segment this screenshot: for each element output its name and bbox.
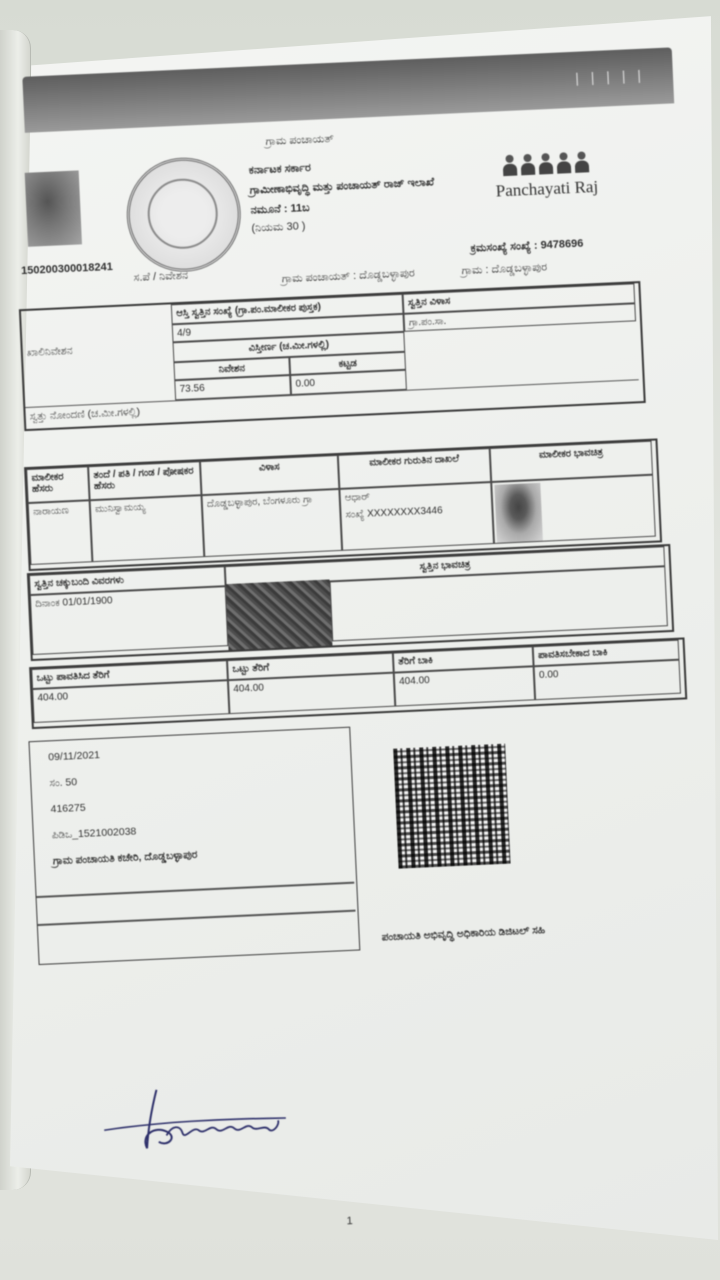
building-area-value: 0.00 [290, 370, 407, 395]
total-tax-value: 404.00 [228, 673, 395, 714]
receipt-number: ಕ್ರಮಸಂಖ್ಯೆ ಸಂಖ್ಯೆ : 9478696 [470, 237, 584, 255]
id-type: ಆಧಾರ್ [344, 491, 371, 504]
issue-office: ಗ್ರಾಮ ಪಂಚಾಯತಿ ಕಚೇರಿ, ದೊಡ್ಡಬಳ್ಳಾಪುರ [52, 848, 198, 868]
owner-photo-cell [491, 475, 656, 544]
registration-label: ಸ್ವತ್ತು ನೋಂದಣಿ (ಚ.ಮೀ.ಗಳಲ್ಲಿ) [29, 405, 141, 423]
balance-value: 0.00 [534, 660, 681, 701]
issue-line-2: ಸಂ. 50 [49, 776, 78, 790]
gram-panchayat-line: ಗ್ರಾಮ ಪಂಚಾಯತ್ : ದೊಡ್ಡಬಳ್ಳಾಪುರ [281, 267, 416, 286]
property-photo [226, 579, 333, 650]
village-line: ಗ್ರಾಮ : ದೊಡ್ಡಬಳ್ಳಾಪುರ [461, 261, 548, 278]
person-icon [574, 151, 589, 174]
property-address-value: ಗ್ರಾ.ಪಂ.ಸಾ. [403, 303, 636, 332]
total-tax-header: ಒಟ್ಟು ತೆರಿಗೆ [227, 653, 394, 681]
owner-name-value: ನಾರಾಯಣ [28, 500, 93, 565]
rule-number: (ನಿಯಮ 30 ) [251, 220, 306, 235]
property-number-header: ಆಸ್ತಿ ಸ್ವತ್ತಿನ ಸಂಖ್ಯೆ (ಗ್ರಾ.ಪಂ.ಮಾಲೀಕರ ಪುಸ್ತಕ) [171, 294, 404, 325]
divider [37, 882, 355, 898]
qr-code [393, 744, 510, 869]
person-icon [502, 155, 517, 178]
area-header: ವಿಸ್ತೀರ್ಣ (ಚ.ಮೀ.ಗಳಲ್ಲಿ) [173, 332, 406, 363]
property-id: 150200300018241 [20, 260, 114, 278]
boundary-value: ದಿನಾಂಕ 01/01/1900 [30, 586, 229, 655]
band-marks: | | | | | [574, 66, 646, 86]
tax-paid-header: ಒಟ್ಟು ಪಾವತಿಸಿದ ತೆರಿಗೆ [31, 660, 228, 689]
balance-header: ಪಾವತಿಸಬೇಕಾದ ಬಾಕಿ [533, 640, 680, 667]
site-area-value: 73.56 [174, 375, 291, 400]
owner-name-header: ಮಾಲೀಕರ ಹೆಸರು [26, 466, 89, 503]
logo-text: Panchayati Raj [495, 176, 599, 201]
address-header: ವಿಳಾಸ [200, 455, 339, 495]
id-doc-header: ಮಾಲೀಕರ ಗುರುತಿನ ದಾಖಲೆ [338, 448, 491, 489]
page-number: 1 [346, 1215, 353, 1228]
seal-caption: ಸ.ಪೆ / ನಿವೇಶನ [133, 269, 189, 285]
logo-people-icon [486, 151, 605, 178]
top-caption: ಗ್ರಾಮ ಪಂಚಾಯತ್ [265, 132, 335, 148]
handwritten-signature [98, 1076, 291, 1155]
issue-line-4: ಪಿಡಿಒ_1521002038 [51, 825, 137, 842]
owner-photo [494, 483, 543, 543]
property-table [19, 281, 646, 431]
dept-line: ಗ್ರಾಮೀಣಾಭಿವೃದ್ಧಿ ಮತ್ತು ಪಂಚಾಯತ್ ರಾಜ್ ಇಲಾಖೆ [249, 176, 435, 197]
tax-due-value: 404.00 [394, 666, 535, 706]
address-value: ದೊಡ್ಡಬಳ್ಳಾಪುರ, ಬೆಂಗಳೂರು ಗ್ರಾ [201, 489, 342, 557]
form-number: ನಮೂನೆ : 11ಬ [250, 201, 310, 217]
site-area-header: ನಿವೇಶನ [173, 357, 290, 380]
issue-line-3: 416275 [50, 801, 86, 816]
form-11b-document [12, 47, 720, 1228]
boundary-header: ಸ್ವತ್ತಿನ ಚಕ್ಕುಬಂದಿ ವಿವರಗಳು [29, 566, 226, 595]
building-area-header: ಕಟ್ಟಡ [289, 352, 406, 375]
property-address-header: ಸ್ವತ್ತಿನ ವಿಳಾಸ [403, 283, 636, 314]
property-number-value: 4/9 [172, 314, 405, 343]
digital-sign-caption: ಪಂಚಾಯತಿ ಅಭಿವೃದ್ಧಿ ಅಧಿಕಾರಿಯ ಡಿಜಿಟಲ್ ಸಹಿ [381, 924, 546, 944]
person-icon [520, 154, 535, 177]
id-doc-cell [339, 482, 494, 551]
divider [38, 910, 356, 926]
corner-photo [25, 170, 82, 246]
official-seal [124, 155, 243, 274]
seal-inner-ring [146, 177, 219, 250]
guardian-value: ಮುನಿಸ್ವಾಮಯ್ಯ [90, 495, 205, 562]
person-icon [556, 152, 571, 175]
panchayati-raj-logo [486, 147, 607, 226]
issue-details-box [28, 727, 360, 965]
person-icon [538, 153, 553, 176]
govt-line: ಕರ್ನಾಟಕ ಸರ್ಕಾರ [248, 161, 312, 177]
property-photo-header: ಸ್ವತ್ತಿನ ಭಾವಚಿತ್ರ [225, 546, 665, 586]
vacant-site-label: ಖಾಲಿನಿವೇಶನ [26, 344, 73, 359]
guardian-header: ತಂದೆ / ಪತಿ / ಗಂಡ / ಪೋಷಕರ ಹೆಸರು [88, 461, 201, 500]
issue-date: 09/11/2021 [47, 749, 101, 764]
tax-due-header: ತೆರಿಗೆ ಬಾಕಿ [393, 646, 534, 672]
id-number: ಸಂಖ್ಯೆ XXXXXXXX3446 [345, 505, 443, 521]
tax-paid-value: 404.00 [32, 680, 229, 723]
owner-photo-header: ಮಾಲೀಕರ ಭಾವಚಿತ್ರ [490, 441, 653, 482]
